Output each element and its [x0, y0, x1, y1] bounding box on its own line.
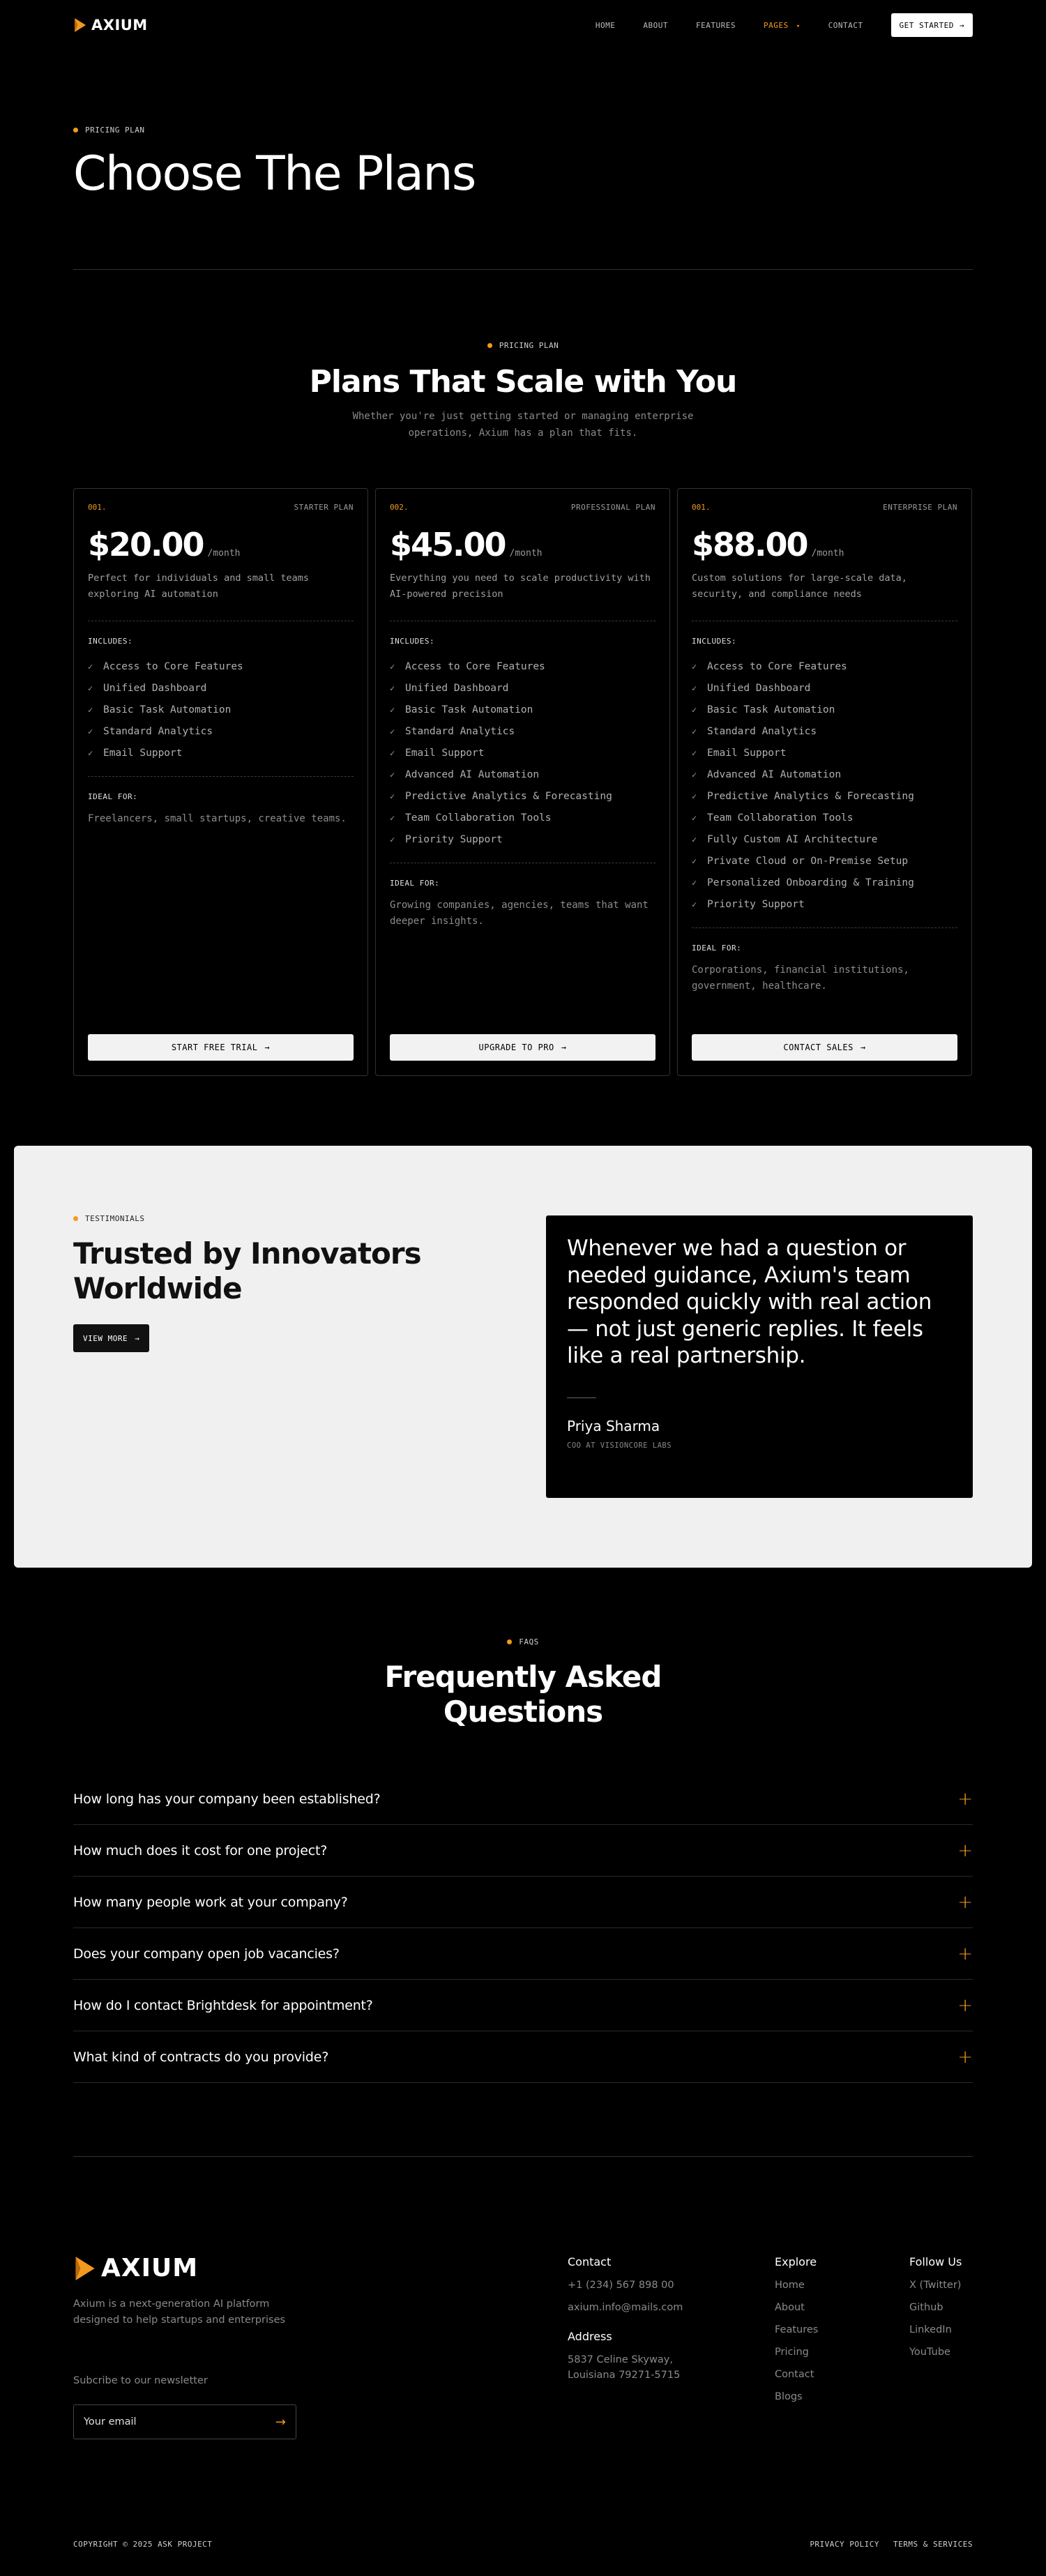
feature-item [692, 699, 957, 720]
brand-name: AXIUM [91, 17, 148, 33]
feature-label: Advanced AI Automation [405, 768, 540, 780]
feature-item [692, 893, 957, 915]
pricing-eyebrow [0, 341, 1046, 350]
faq-item[interactable] [73, 1928, 973, 1980]
feature-label: Fully Custom AI Architecture [707, 833, 878, 845]
feature-label: Email Support [103, 747, 183, 759]
nav-home[interactable]: HOME [595, 20, 616, 30]
feature-label: Priority Support [405, 833, 503, 845]
faq-question: Does your company open job vacancies? [73, 1946, 340, 1962]
feature-item [390, 677, 655, 699]
feature-label: Unified Dashboard [405, 682, 509, 694]
social-link-youtube[interactable]: YouTube [909, 2347, 950, 2358]
contact-email[interactable]: axium.info@mails.com [568, 2302, 683, 2313]
feature-item [88, 699, 354, 720]
start-free-trial-button[interactable] [88, 1034, 354, 1061]
price-period: /month [811, 548, 844, 559]
ideal-for-text: Growing companies, agencies, teams that want deeper insights. [390, 900, 649, 927]
feature-item [390, 764, 655, 785]
plan-price: $45.00 [390, 526, 506, 563]
nav-features[interactable]: FEATURES [696, 20, 736, 30]
feature-label: Team Collaboration Tools [405, 812, 552, 824]
feature-label: Priority Support [707, 898, 805, 910]
feature-item [88, 720, 354, 742]
feature-label: Unified Dashboard [707, 682, 811, 694]
testimonial-card [546, 1215, 973, 1498]
check-icon: ✓ [692, 899, 697, 909]
contact-heading: Contact [568, 2255, 612, 2268]
email-placeholder: Your email [84, 2416, 137, 2427]
feature-label: Advanced AI Automation [707, 768, 842, 780]
check-icon: ✓ [692, 856, 697, 866]
feature-list [390, 656, 655, 850]
plan-description: Custom solutions for large-scale data, security, and compliance needs [692, 573, 907, 600]
feature-item [692, 677, 957, 699]
feature-list [88, 656, 354, 764]
arrow-right-icon: → [860, 1043, 866, 1052]
faq-eyebrow [0, 1637, 1046, 1646]
pricing-subtitle: Whether you're just getting started or managing enterprise operations, Axium has a plan that fits. [352, 411, 694, 439]
faq-question: What kind of contracts do you provide? [73, 2049, 329, 2065]
feature-item [390, 807, 655, 828]
feature-label: Team Collaboration Tools [707, 812, 854, 824]
faq-question: How do I contact Brightdesk for appointment? [73, 1997, 373, 2013]
feature-item [692, 742, 957, 764]
divider [567, 1397, 596, 1398]
plan-card-enterprise [677, 488, 972, 1076]
get-started-button[interactable] [891, 13, 973, 37]
contact-sales-button[interactable] [692, 1034, 957, 1061]
divider [692, 927, 957, 928]
footer-follow-column [909, 2255, 962, 2367]
feature-item [390, 828, 655, 850]
plan-number: 001. [88, 503, 107, 512]
testimonials-eyebrow-label: TESTIMONIALS [85, 1214, 145, 1223]
check-icon: ✓ [390, 812, 395, 823]
feature-label: Basic Task Automation [405, 704, 533, 715]
check-icon: ✓ [692, 812, 697, 823]
feature-label: Email Support [405, 747, 485, 759]
arrow-right-icon: → [561, 1043, 567, 1052]
footer-description: Axium is a next-generation AI platform designed to help startups and enterprises [73, 2298, 286, 2326]
footer-contact-column [568, 2255, 683, 2391]
brand-logo[interactable] [73, 17, 148, 33]
faq-question: How much does it cost for one project? [73, 1842, 328, 1858]
feature-label: Standard Analytics [707, 725, 817, 737]
arrow-right-icon: → [264, 1043, 271, 1052]
ideal-for-text: Freelancers, small startups, creative teams. [88, 813, 347, 824]
arrow-right-icon: → [135, 1333, 140, 1343]
newsletter-email-input[interactable] [73, 2404, 296, 2439]
faq-item[interactable] [73, 1980, 973, 2031]
dot-icon [73, 1216, 78, 1221]
arrow-right-icon[interactable]: → [275, 2414, 286, 2430]
check-icon: ✓ [390, 769, 395, 780]
plus-icon[interactable]: + [957, 2046, 973, 2068]
check-icon: ✓ [390, 748, 395, 758]
view-more-label: VIEW MORE [83, 1333, 128, 1343]
footer-link-features[interactable]: Features [775, 2324, 819, 2335]
footer-link-about[interactable]: About [775, 2302, 805, 2313]
social-link-twitter[interactable]: X (Twitter) [909, 2280, 962, 2291]
footer-logo[interactable] [73, 2254, 198, 2282]
divider [88, 776, 354, 777]
price-period: /month [509, 548, 543, 559]
check-icon: ✓ [692, 877, 697, 888]
contact-phone[interactable]: +1 (234) 567 898 00 [568, 2280, 674, 2291]
check-icon: ✓ [692, 704, 697, 715]
feature-item [390, 699, 655, 720]
faq-question: How long has your company been established? [73, 1791, 381, 1807]
plan-description: Perfect for individuals and small teams exploring AI automation [88, 573, 309, 600]
plan-header [390, 503, 655, 512]
check-icon: ✓ [390, 704, 395, 715]
terms-link[interactable]: TERMS & SERVICES [893, 2540, 973, 2549]
view-more-button[interactable] [73, 1324, 149, 1352]
axium-logo-icon [73, 2255, 97, 2282]
price-row [88, 526, 354, 563]
legal-links [810, 2540, 973, 2549]
plan-price: $88.00 [692, 526, 808, 563]
includes-label: INCLUDES: [390, 637, 435, 646]
copyright: COPYRIGHT © 2025 ASK PROJECT [73, 2540, 213, 2549]
divider [73, 269, 973, 270]
plan-number: 001. [692, 503, 711, 512]
testimonials-eyebrow [73, 1214, 144, 1223]
check-icon: ✓ [692, 748, 697, 758]
dot-icon [487, 343, 492, 348]
check-icon: ✓ [88, 704, 93, 715]
follow-heading: Follow Us [909, 2255, 962, 2268]
testimonial-role: COO AT VISIONCORE LABS [567, 1441, 672, 1450]
includes-label: INCLUDES: [88, 637, 133, 646]
chevron-down-icon: ▾ [796, 22, 801, 30]
footer-link-contact[interactable]: Contact [775, 2369, 814, 2380]
feature-list [692, 656, 957, 915]
check-icon: ✓ [390, 661, 395, 672]
check-icon: ✓ [88, 726, 93, 736]
plus-icon[interactable]: + [957, 1788, 973, 1810]
plan-header [88, 503, 354, 512]
plan-card-starter [73, 488, 368, 1076]
plus-icon[interactable]: + [957, 1840, 973, 1861]
check-icon: ✓ [88, 661, 93, 672]
button-label: START FREE TRIAL [171, 1043, 258, 1052]
plan-card-professional [375, 488, 670, 1076]
feature-label: Access to Core Features [103, 660, 243, 672]
faq-eyebrow-label: FAQS [519, 1637, 539, 1646]
feature-item [88, 656, 354, 677]
ideal-label: IDEAL FOR: [390, 879, 440, 888]
feature-label: Basic Task Automation [707, 704, 835, 715]
feature-label: Standard Analytics [103, 725, 213, 737]
faq-list [73, 1773, 973, 2083]
feature-label: Email Support [707, 747, 787, 759]
testimonials-section [14, 1146, 1032, 1568]
feature-item [692, 850, 957, 872]
dot-icon [73, 128, 78, 132]
feature-item [692, 828, 957, 850]
faq-item[interactable] [73, 1825, 973, 1877]
pricing-title: Plans That Scale with You [309, 364, 737, 400]
main-nav [596, 13, 973, 37]
check-icon: ✓ [692, 791, 697, 801]
get-started-label: GET STARTED [899, 20, 954, 30]
feature-label: Personalized Onboarding & Training [707, 877, 914, 888]
nav-pages[interactable] [764, 21, 801, 30]
feature-label: Access to Core Features [405, 660, 545, 672]
check-icon: ✓ [692, 683, 697, 693]
check-icon: ✓ [692, 661, 697, 672]
check-icon: ✓ [390, 726, 395, 736]
check-icon: ✓ [692, 726, 697, 736]
address-line-1: 5837 Celine Skyway, [568, 2354, 673, 2365]
price-period: /month [207, 548, 241, 559]
feature-item [692, 807, 957, 828]
plan-description: Everything you need to scale productivity with AI-powered precision [390, 573, 651, 600]
faq-item[interactable] [73, 1877, 973, 1928]
divider [73, 2156, 973, 2157]
feature-item [390, 720, 655, 742]
faq-question: How many people work at your company? [73, 1894, 348, 1910]
plus-icon[interactable]: + [957, 1891, 973, 1913]
feature-label: Basic Task Automation [103, 704, 232, 715]
plan-header [692, 503, 957, 512]
page-title: Choose The Plans [73, 146, 476, 202]
testimonials-title: Trusted by Innovators Worldwide [73, 1236, 421, 1305]
feature-item [88, 742, 354, 764]
upgrade-to-pro-button[interactable] [390, 1034, 655, 1061]
footer-link-blogs[interactable]: Blogs [775, 2391, 803, 2402]
button-label: UPGRADE TO PRO [478, 1043, 554, 1052]
site-header [0, 0, 1046, 50]
feature-item [390, 785, 655, 807]
footer-explore-column [775, 2255, 818, 2412]
plan-name: ENTERPRISE PLAN [883, 503, 957, 512]
pricing-plans [73, 488, 973, 1076]
ideal-label: IDEAL FOR: [692, 944, 742, 953]
feature-item [692, 720, 957, 742]
check-icon: ✓ [390, 791, 395, 801]
check-icon: ✓ [390, 834, 395, 844]
address-line-2: Louisiana 79271-5715 [568, 2370, 681, 2381]
price-row [390, 526, 655, 563]
feature-label: Unified Dashboard [103, 682, 207, 694]
feature-label: Predictive Analytics & Forecasting [405, 790, 612, 802]
dot-icon [507, 1639, 512, 1644]
pricing-eyebrow-label: PRICING PLAN [499, 341, 559, 350]
feature-item [692, 764, 957, 785]
footer-link-pricing[interactable]: Pricing [775, 2347, 809, 2358]
ideal-label: IDEAL FOR: [88, 792, 138, 801]
nav-about[interactable]: ABOUT [643, 20, 668, 30]
feature-item [88, 677, 354, 699]
feature-item [390, 742, 655, 764]
social-link-linkedin[interactable]: LinkedIn [909, 2324, 952, 2335]
includes-label: INCLUDES: [692, 637, 737, 646]
footer-link-home[interactable]: Home [775, 2280, 805, 2291]
testimonial-author: Priya Sharma [567, 1417, 660, 1434]
axium-logo-icon [73, 17, 87, 33]
feature-label: Private Cloud or On-Premise Setup [707, 855, 909, 867]
feature-item [692, 785, 957, 807]
ideal-for-text: Corporations, financial institutions, government, healthcare. [692, 964, 909, 992]
hero-eyebrow-label: PRICING PLAN [85, 126, 145, 135]
button-label: CONTACT SALES [783, 1043, 854, 1052]
arrow-right-icon: → [959, 20, 964, 30]
check-icon: ✓ [88, 683, 93, 693]
feature-label: Standard Analytics [405, 725, 515, 737]
hero-eyebrow [73, 126, 144, 135]
address-heading: Address [568, 2330, 612, 2343]
plan-name: PROFESSIONAL PLAN [570, 503, 655, 512]
plan-name: STARTER PLAN [294, 503, 354, 512]
testimonial-quote: Whenever we had a question or needed guidance, Axium's team responded quickly with real action — not just generic replies. It feels like a real partnership. [567, 1236, 932, 1368]
check-icon: ✓ [692, 834, 697, 844]
plan-price: $20.00 [88, 526, 204, 563]
check-icon: ✓ [692, 769, 697, 780]
feature-label: Predictive Analytics & Forecasting [707, 790, 914, 802]
social-link-github[interactable]: Github [909, 2302, 943, 2313]
feature-label: Access to Core Features [707, 660, 847, 672]
feature-item [692, 872, 957, 893]
feature-item [692, 656, 957, 677]
newsletter-label: Subcribe to our newsletter [73, 2375, 208, 2386]
check-icon: ✓ [88, 748, 93, 758]
plus-icon[interactable]: + [957, 1943, 973, 1964]
nav-contact[interactable]: CONTACT [828, 20, 863, 30]
privacy-policy-link[interactable]: PRIVACY POLICY [810, 2540, 880, 2549]
plus-icon[interactable]: + [957, 1994, 973, 2016]
nav-pages-label: PAGES [763, 20, 789, 30]
price-row [692, 526, 957, 563]
faq-item[interactable] [73, 2031, 973, 2083]
faq-item[interactable] [73, 1773, 973, 1825]
explore-heading: Explore [775, 2255, 817, 2268]
feature-item [390, 656, 655, 677]
check-icon: ✓ [390, 683, 395, 693]
brand-name: AXIUM [101, 2254, 199, 2282]
plan-number: 002. [390, 503, 409, 512]
faq-title: Frequently Asked Questions [384, 1660, 662, 1729]
